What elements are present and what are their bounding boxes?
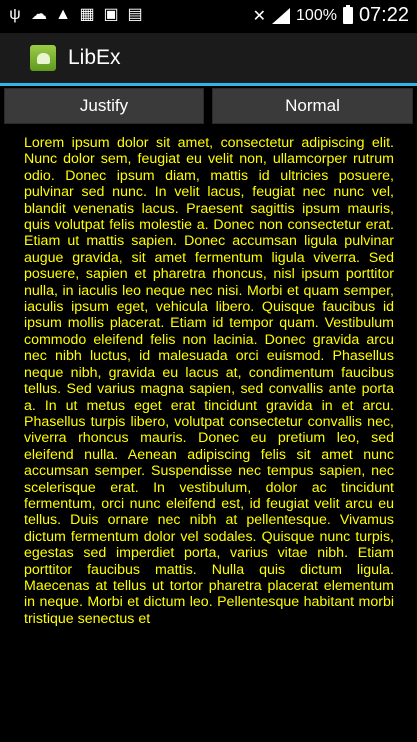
clipboard-icon: ▤ xyxy=(127,6,143,23)
clock: 07:22 xyxy=(358,4,409,26)
signal-icon xyxy=(272,8,290,24)
justify-button[interactable]: Justify xyxy=(4,88,204,124)
justified-text-content: Lorem ipsum dolor sit amet, consectetur adipiscing elit. Nunc dolor sem, feugiat eu velit non, ullamcorper rutrum odio. Donec ipsum diam, mattis id ultricies posuere, pulvinar sed nunc. In velit lacus, feugiat nec nunc vel, blandit venenatis lacus. Praesent sagittis ipsum mauris, quis volutpat felis molestie a. Donec non consectetur erat. Etiam ut mattis sapien. Donec accumsan ligula pulvinar augue gravida, sit amet fermentum ligula viverra. Sed posuere, sapien et pharetra rhoncus, nisl ipsum porttitor nulla, in iaculis leo neque nec nisi. Morbi et quam semper, iaculis ipsum eget, vehicula libero. Quisque faucibus id ipsum mollis placerat. Etiam id tempor quam. Vestibulum commodo eleifend felis non lacinia. Donec gravida arcu nec nibh luctus, id malesuada orci euismod. Phasellus neque nibh, gravida eu lacus at, condimentum faucibus tellus. Sed varius magna sapien, sed convallis ante porta a. In ut metus eget erat tincidunt gravida in et arcu. Phasellus turpis libero, volutpat consectetur convallis nec, viverra rhoncus mauris. Donec eu pretium leo, sed eleifend nulla. Aenean adipiscing felis sit amet nunc accumsan semper. Suspendisse nec tempus sapien, nec scelerisque erat. In vestibulum, dolor ac tincidunt fermentum, orci nunc eleifend est, id feugiat velit arcu eu tellus. Duis ornare nec nibh at pellentesque. Vivamus dictum fermentum dolor vel sodales. Quisque nunc turpis, egestas sed imperdiet porta, varius vitae nibh. Etiam porttitor faucibus mattis. Nulla quis dictum ligula. Maecenas at tellus ut tortor pharetra placerat elementum in neque. Morbi et dictum leo. Pellentesque habitant morbi tristique senectus et xyxy=(24,135,394,627)
normal-button[interactable]: Normal xyxy=(212,88,413,124)
battery-icon xyxy=(343,7,353,24)
action-bar xyxy=(0,33,417,86)
system-icons xyxy=(253,4,409,27)
button-row xyxy=(0,88,417,126)
usb-icon: ψ xyxy=(9,6,21,23)
warning-icon: ▲ xyxy=(55,6,71,23)
status-bar xyxy=(0,0,417,33)
notification-icons xyxy=(6,6,144,24)
cloud-icon: ☁ xyxy=(31,6,47,23)
image-icon: ▣ xyxy=(103,6,119,23)
battery-percent: 100% xyxy=(296,6,337,24)
calendar-icon: ▦ xyxy=(79,6,95,23)
app-icon[interactable] xyxy=(30,45,56,71)
mute-icon: ✕ xyxy=(252,7,267,25)
app-title: LibEx xyxy=(68,46,121,69)
